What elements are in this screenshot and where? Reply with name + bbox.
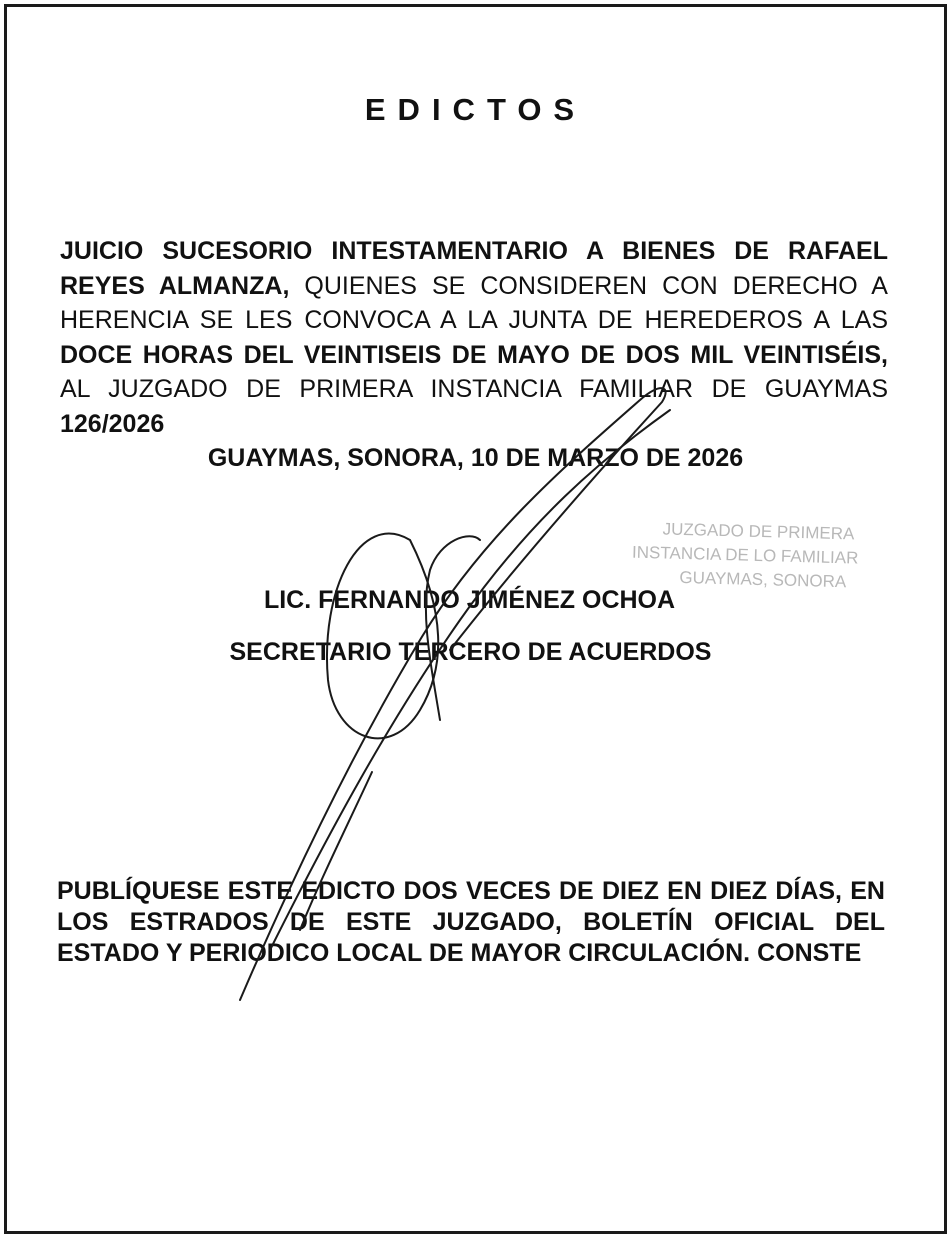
page-border	[4, 4, 947, 1234]
convocation-text: QUIENES SE CONSIDEREN CON DERECHO A HERENCIA SE LES CONVOCA A LA JUNTA DE HEREDEROS A LAS	[60, 271, 888, 334]
stamp-line-3: GUAYMAS, SONORA	[679, 567, 847, 592]
main-paragraph	[60, 234, 888, 441]
signatory-title: SECRETARIO TERCERO DE ACUERDOS	[229, 638, 712, 666]
court-text: AL JUZGADO DE PRIMERA INSTANCIA FAMILIAR DE GUAYMAS	[60, 375, 888, 403]
court-stamp	[631, 517, 881, 595]
signatory-name: LIC. FERNANDO JIMÉNEZ OCHOA	[263, 586, 676, 614]
case-number: 126/2026	[60, 409, 165, 438]
stamp-line-1: JUZGADO DE PRIMERA	[662, 519, 855, 544]
document-title: EDICTOS	[364, 92, 587, 127]
hearing-time: DOCE HORAS DEL VEINTISEIS DE MAYO DE DOS MIL VEINTISÉIS,	[60, 340, 888, 369]
stamp-line-2: INSTANCIA DE LO FAMILIAR	[631, 542, 859, 568]
case-heading: JUICIO SUCESORIO INTESTAMENTARIO A BIENES DE RAFAEL REYES ALMANZA,	[60, 237, 888, 300]
place-date: GUAYMAS, SONORA, 10 DE MARZO DE 2026	[207, 444, 744, 472]
publication-notice: PUBLÍQUESE ESTE EDICTO DOS VECES DE DIEZ EN DIEZ DÍAS, EN LOS ESTRADOS DE ESTE JUZGADO, BOLETÍN OFICIAL DEL ESTADO Y PERIODICO LOCAL DE MAYOR CIRCULACIÓN. CONSTE	[57, 877, 885, 967]
